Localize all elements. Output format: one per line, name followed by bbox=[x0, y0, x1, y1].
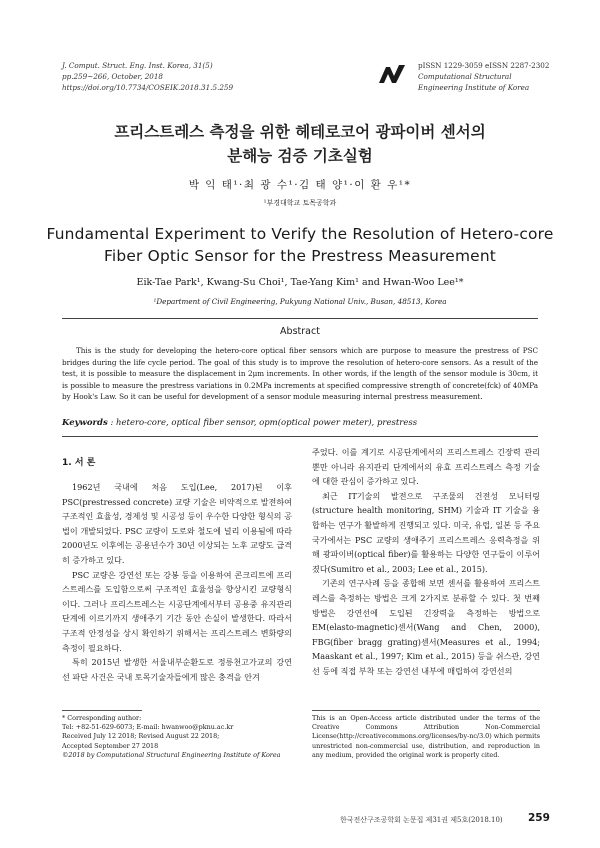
page-number: 259 bbox=[528, 812, 550, 824]
journal-logo bbox=[377, 63, 407, 85]
abstract-heading: Abstract bbox=[280, 326, 320, 337]
issn: pISSN 1229-3059 eISSN 2287-2302 bbox=[418, 61, 550, 70]
keywords-list: : hetero-core, optical fiber sensor, opm(optical power meter), prestress bbox=[107, 418, 418, 428]
paragraph: 기존의 연구사례 등을 종합해 보면 센서를 활용하여 프리스트레스를 측정하는 방법은 크게 2가지로 분류할 수 있다. 첫 번째 방법은 강연선에 도입된 긴장력을 측정하는 방법으로 EM(elasto-magnetic)센서(Wang and Chen, 2000), FBG(fiber bragg grating)센서(Measures et al., 1994; Maaskant et al., 1997; Kim et al., 2015) 등을 쉬스관, 강연선 등에 직접 부착 또는 강연선 내부에 매립하여 강연선의 bbox=[312, 578, 540, 676]
footnote-rule-left bbox=[62, 710, 142, 711]
paragraph: 주었다. 이를 계기로 시공단계에서의 프리스트레스 긴장력 관리뿐만 아니라 유지관리 단계에서의 유효 프리스트레스 측정 기술에 대한 관심이 증가하고 있다. bbox=[312, 447, 540, 487]
korean-authors: 박 익 태¹·최 광 수¹·김 태 양¹·이 환 우¹* bbox=[188, 179, 412, 191]
paragraph: PSC 교량은 강연선 또는 강봉 등을 이용하여 콘크리트에 프리스트레스를 도입함으로써 구조적인 효율성을 향상시킨 교량형식이다. 그러나 프리스트레스는 시공단계에서부터 공용중 유지관리단계에 이르기까지 생애주기 기간 동안 손실이 발생한다. 따라서 구조적 안정성을 상시 확인하기 위해서는 프리스트레스 변화량의 측정이 필요하다. bbox=[62, 569, 292, 653]
footnote-left bbox=[62, 714, 292, 760]
keywords bbox=[62, 418, 417, 428]
korean-title-line-1: 프리스트레스 측정을 위한 헤테로코어 광파이버 센서의 bbox=[114, 123, 486, 141]
journal-citation bbox=[62, 60, 233, 93]
section-heading-introduction: 1. 서 론 bbox=[62, 458, 96, 468]
paragraph: 최근 IT기술의 발전으로 구조물의 건전성 모니터링(structure health monitoring, SHM) 기술과 IT 기술을 융합하는 연구가 활발하게 진행되고 있다. 미국, 유럽, 일본 등 주요 국가에서는 PSC 교량의 생애주기 프리스트레스 응력측정을 위해 광파이버(optical fiber)를 활용하는 다양한 연구들이 이루어 졌다(Sumitro et al., 2003; Lee et al., 2015). bbox=[312, 490, 540, 574]
corresponding-author-label: * Corresponding author: bbox=[62, 714, 142, 722]
left-column bbox=[62, 455, 292, 684]
english-affiliation: ¹Department of Civil Engineering, Pukyung National Univ., Busan, 48513, Korea bbox=[153, 297, 447, 306]
journal-pages: pp.259~266, October, 2018 bbox=[62, 72, 164, 81]
paragraph: 1962년 국내에 처음 도입(Lee, 2017)된 이후 PSC(prestressed concrete) 교량 기술은 비약적으로 발전하여 구조적인 효율성, 경제성 및 시공성 등이 우수한 다양한 형식의 공법이 개발되었다. PSC 교량이 도로와 철도에 널리 이용됨에 따라 2000년도 이후에는 공용년수가 30년 이상되는 노후 교량도 급격히 증가하고 있다. bbox=[62, 482, 292, 565]
english-authors: Eik-Tae Park¹, Kwang-Su Choi¹, Tae-Yang Kim¹ and Hwan-Woo Lee¹* bbox=[136, 277, 464, 288]
accepted-date: Accepted September 27 2018 bbox=[62, 741, 159, 750]
english-title bbox=[0, 223, 600, 267]
abstract-text: This is the study for developing the hetero-core optical fiber sensors which are purpose to measure the prestress of PSC bridges during the life cycle period. The goal of this study is to improve the resolution of hetero-core sensors. As a result of the test, it is possible to measure the displacement in 2μm increments. In other words, if the length of the sensor module is 30cm, it is possible to measure the prestress variations in 0.2MPa increments at specified compressive strength of concrete(fck) of 40MPa by Hook's Law. So it can be useful for development of a sensor module measuring internal prestress measurement. bbox=[62, 346, 538, 402]
journal-footer: 한국전산구조공학회 논문집 제31권 제5호(2018.10) bbox=[340, 816, 503, 824]
paragraph: 특히 2015년 발생한 서울내부순환도로 정릉천고가교의 강연선 파단 사건은 국내 토목기술자들에게 많은 충격을 안겨 bbox=[62, 657, 292, 682]
corresponding-author-contact: Tel: +82-51-629-6073; E-mail: hwanwoo@pknu.ac.kr bbox=[62, 723, 234, 732]
english-title-line-1: Fundamental Experiment to Verify the Resolution of Hetero-core bbox=[46, 225, 554, 243]
doi-link[interactable]: https://doi.org/10.7734/COSEIK.2018.31.5.259 bbox=[62, 83, 234, 92]
publisher-line-2: Engineering Institute of Korea bbox=[418, 83, 530, 92]
journal-name: J. Comput. Struct. Eng. Inst. Korea, 31(5) bbox=[62, 61, 213, 70]
korean-affiliation: ¹부경대학교 토목공학과 bbox=[263, 199, 337, 207]
received-date: Received July 12 2018; Revised August 22 2018; bbox=[62, 732, 220, 741]
issn-block bbox=[418, 60, 549, 93]
english-title-line-2: Fiber Optic Sensor for the Prestress Measurement bbox=[103, 247, 497, 265]
publisher-line-1: Computational Structural bbox=[418, 72, 512, 81]
abstract-bottom-rule bbox=[62, 436, 538, 437]
keywords-label: Keywords bbox=[62, 418, 108, 428]
abstract-top-rule bbox=[62, 318, 538, 319]
copyright: ©2018 by Computational Structural Engineering Institute of Korea bbox=[62, 750, 281, 759]
right-column bbox=[312, 445, 540, 679]
footnote-rule-right bbox=[312, 710, 540, 711]
korean-title-line-2: 분해능 검증 기초실험 bbox=[227, 147, 373, 165]
open-access-notice: This is an Open-Access article distributed under the terms of the Creative Commons Attribution Non-Commercial License(http://creativecommons.org/licenses/by-nc/3.0) which permits unrestricted non-commercial use, distribution, and reproduction in any medium, provided the original work is properly cited. bbox=[312, 714, 541, 759]
korean-title bbox=[0, 120, 600, 168]
